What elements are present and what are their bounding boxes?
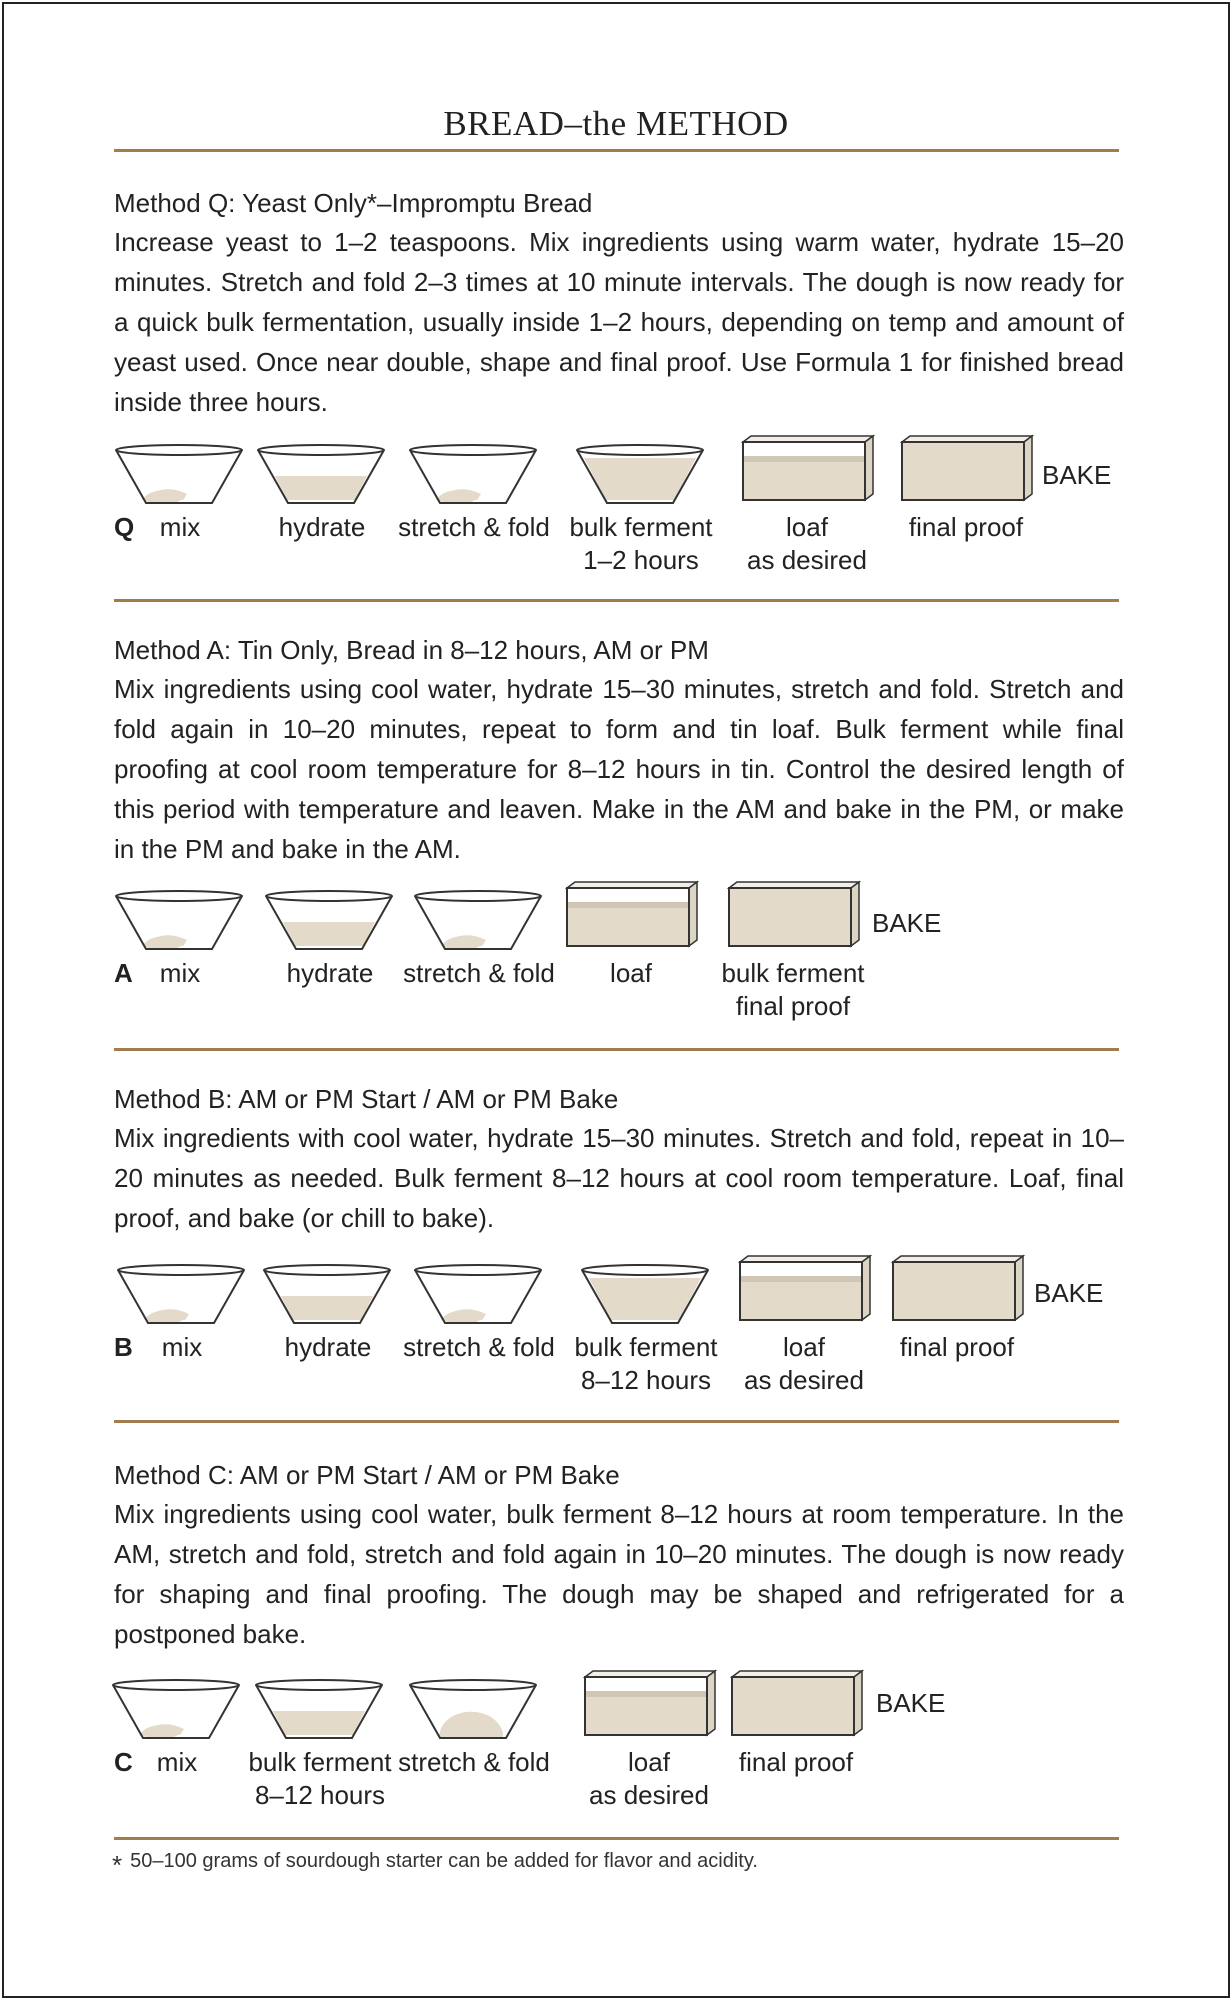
step-label-line: final proof (738, 1747, 854, 1777)
loaf-tin-half-icon (581, 1669, 719, 1744)
step-label (398, 1746, 550, 1779)
page (2, 2, 1230, 1998)
method-c-section (114, 1458, 1124, 1654)
step-label (157, 1746, 197, 1779)
divider (114, 599, 1119, 602)
step-label-line: bulk ferment (569, 512, 713, 542)
method-q-text (114, 222, 1124, 422)
step-label (900, 1331, 1014, 1364)
step-label (569, 511, 712, 577)
step-label-line: loaf (783, 1332, 825, 1362)
footnote-text: 50–100 grams of sourdough starter can be added for flavor and acidity. (130, 1850, 758, 1872)
step-label-line: hydrate (286, 958, 374, 988)
bowl-dough-flat-icon (263, 888, 397, 957)
bake-label: BAKE (1042, 460, 1112, 490)
step-label (909, 511, 1023, 544)
step-label-line: mix (159, 512, 201, 542)
bowl-dough-small-icon (113, 442, 247, 511)
divider (114, 1420, 1119, 1423)
step-label-line: mix (159, 958, 201, 988)
footnote (112, 1850, 758, 1881)
method-c-heading: Method C: AM or PM Start / AM or PM Bake (114, 1460, 620, 1490)
bake-label: BAKE (1034, 1278, 1104, 1308)
divider (114, 149, 1119, 152)
step-label (160, 511, 200, 544)
step-label-line: as desired (747, 545, 867, 575)
loaf-tin-half-icon (563, 880, 701, 955)
bowl-dough-flat-icon (261, 1262, 395, 1331)
step-label (285, 1331, 372, 1364)
step-label-line: 8–12 hours (254, 1780, 386, 1810)
method-letter: B (114, 1332, 133, 1362)
step-label-line: hydrate (284, 1332, 372, 1362)
step-label-line: final proof (735, 991, 851, 1021)
step-label (744, 1331, 864, 1397)
bowl-dough-full-icon (574, 442, 708, 511)
step-label-line: stretch & fold (398, 512, 550, 542)
step-label (739, 1746, 853, 1779)
step-label (747, 511, 867, 577)
step-label (279, 511, 366, 544)
step-label-line: final proof (908, 512, 1024, 542)
method-a-text: Mix ingredients using cool water, hydrate 15–30 minutes, stretch and fold. Stretch and fold again in 10–20 minutes, repeat to form and tin loaf. Bulk ferment while final proofing at cool room temperature for 8–12 hours in tin. Control the desired length of this period with temperature and leaven. Make in the AM and bake in the PM, or make in the PM and bake in the AM. (114, 674, 1124, 864)
step-label-line: loaf (628, 1747, 670, 1777)
bowl-dough-small-icon (110, 1677, 244, 1746)
loaf-tin-full-icon (728, 1669, 866, 1744)
step-label-line: mix (156, 1747, 198, 1777)
step-label-line: loaf (610, 958, 652, 988)
step-label (248, 1746, 391, 1812)
step-label-line: bulk ferment (574, 1332, 718, 1362)
step-label-line: bulk ferment (721, 958, 865, 988)
footnote-asterisk: * (112, 1850, 123, 1880)
bowl-dough-flat-icon (253, 1677, 387, 1746)
step-label (398, 511, 550, 544)
loaf-tin-full-icon (889, 1254, 1027, 1329)
loaf-tin-full-icon (725, 880, 863, 955)
step-label (160, 957, 200, 990)
step-label-line: as desired (744, 1365, 864, 1395)
step-label (610, 957, 652, 990)
method-letter: A (114, 958, 133, 988)
step-label-line: as desired (589, 1780, 709, 1810)
bowl-dough-flat-icon (255, 442, 389, 511)
method-a-heading: Method A: Tin Only, Bread in 8–12 hours, AM or PM (114, 635, 709, 665)
loaf-tin-half-icon (739, 434, 877, 509)
method-q-text-part2: , hydrate 15–20 minutes. Stretch and fold 2–3 times at 10 minute intervals. The dough is now ready for a quick bulk fermentation, usually inside 1–2 hours, depending on temp and amount of yeast used. Once near double, shape and final proof. Use Formula 1 for finished bread inside three hours. (114, 227, 1124, 417)
method-q-text-emphasis: warm water (795, 227, 934, 257)
method-q-text-part1: Increase yeast to 1–2 teaspoons. Mix ingredients using (114, 227, 796, 257)
step-label-line: stretch & fold (403, 1332, 555, 1362)
method-b-heading: Method B: AM or PM Start / AM or PM Bake (114, 1084, 619, 1114)
divider (114, 1837, 1119, 1840)
bowl-dough-full-icon (579, 1262, 713, 1331)
step-label (162, 1331, 202, 1364)
method-c-text: Mix ingredients using cool water, bulk ferment 8–12 hours at room temperature. In the AM, stretch and fold, stretch and fold again in 10–20 minutes. The dough is now ready for shaping and final proofing. The dough may be shaped and refrigerated for a postponed bake. (114, 1499, 1124, 1649)
bake-label: BAKE (876, 1688, 946, 1718)
step-label-line: mix (161, 1332, 203, 1362)
step-label-line: 8–12 hours (580, 1365, 712, 1395)
page-title: BREAD–the METHOD (443, 104, 789, 143)
step-label-line: bulk ferment (248, 1747, 392, 1777)
step-label (403, 957, 555, 990)
step-label-line: stretch & fold (398, 1747, 550, 1777)
step-label-line: final proof (899, 1332, 1015, 1362)
bowl-dough-small-icon (407, 442, 541, 511)
bowl-dough-small-icon (115, 1262, 249, 1331)
step-label (721, 957, 864, 1023)
divider (114, 1048, 1119, 1051)
loaf-tin-full-icon (898, 434, 1036, 509)
method-b-text: Mix ingredients with cool water, hydrate 15–30 minutes. Stretch and fold, repeat in 10–20 minutes as needed. Bulk ferment 8–12 hours at cool room temperature. Loaf, final proof, and bake (or chill to bake). (114, 1123, 1124, 1233)
step-label (574, 1331, 717, 1397)
bowl-dough-small-icon (412, 1262, 546, 1331)
loaf-tin-half-icon (736, 1254, 874, 1329)
step-label (589, 1746, 709, 1812)
bowl-dough-small-icon (113, 888, 247, 957)
method-letter: Q (114, 512, 135, 542)
step-label-line: stretch & fold (403, 958, 555, 988)
method-q-section (114, 186, 1124, 422)
step-label-line: hydrate (278, 512, 366, 542)
method-b-section (114, 1082, 1124, 1238)
step-label (287, 957, 374, 990)
step-label-line: loaf (786, 512, 828, 542)
step-label (403, 1331, 555, 1364)
bowl-dough-small-icon (412, 888, 546, 957)
bake-label: BAKE (872, 908, 942, 938)
method-letter: C (114, 1747, 133, 1777)
method-a-section (114, 633, 1124, 869)
bowl-dough-large-icon (407, 1677, 541, 1746)
step-label-line: 1–2 hours (583, 545, 699, 575)
method-q-heading: Method Q: Yeast Only*–Impromptu Bread (114, 188, 593, 218)
